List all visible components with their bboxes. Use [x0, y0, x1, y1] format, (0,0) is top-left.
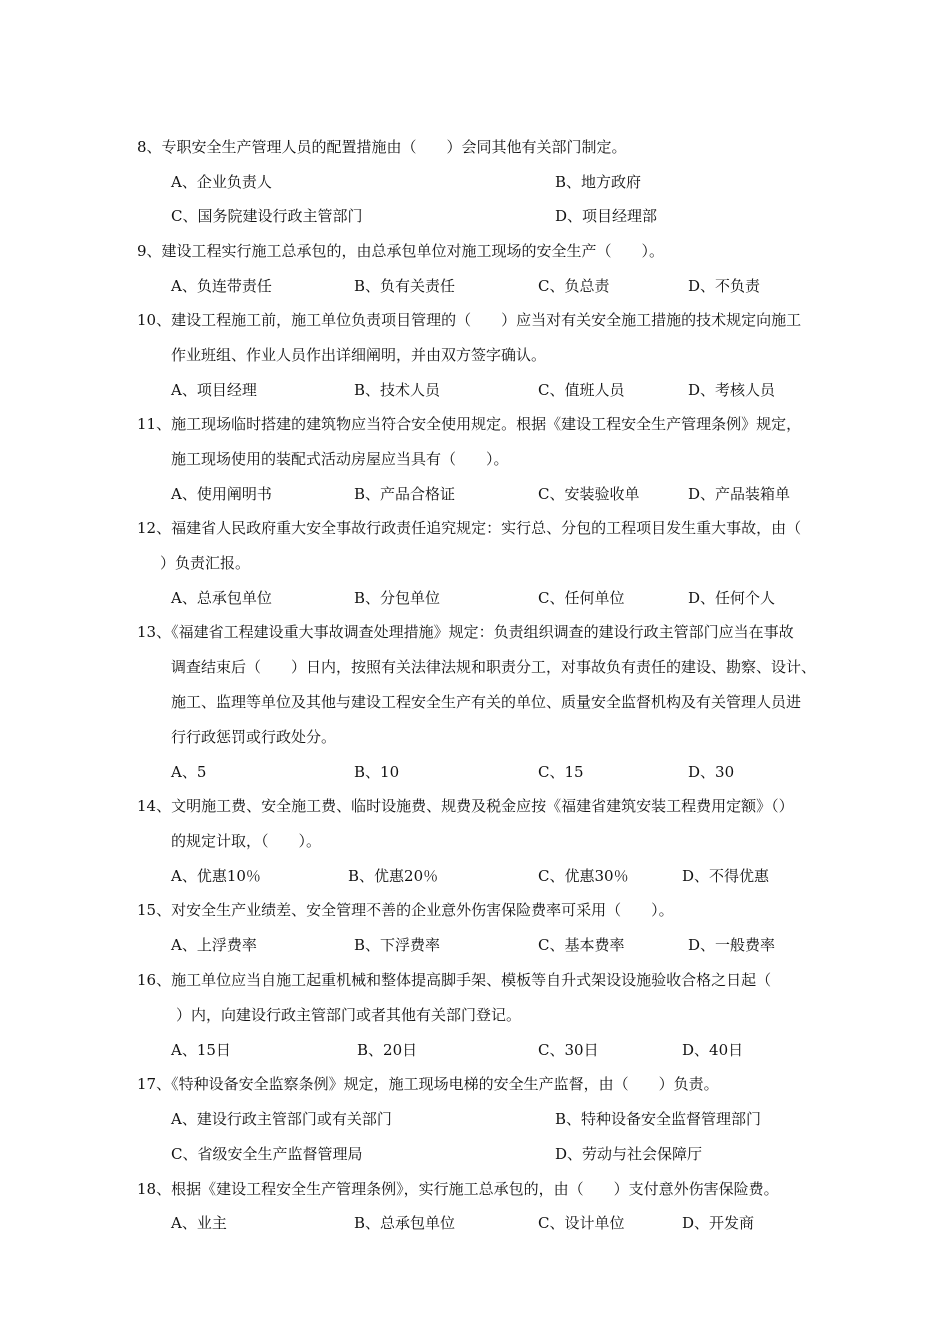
question-10-text-line-1: 10、建设工程施工前，施工单位负责项目管理的（ ）应当对有关安全施工措施的技术规定向施工 — [137, 311, 802, 329]
question-17-option-b: B、特种设备安全监督管理部门 — [555, 1110, 762, 1128]
question-15-option-d: D、一般费率 — [688, 936, 776, 954]
question-10-text-line-2: 作业班组、作业人员作出详细阐明，并由双方签字确认。 — [171, 346, 547, 364]
question-12-option-b: B、分包单位 — [354, 589, 441, 607]
question-12-text-line-1: 12、福建省人民政府重大安全事故行政责任追究规定：实行总、分包的工程项目发生重大事故，由（ — [137, 519, 802, 537]
question-16-option-a: A、15日 — [171, 1041, 231, 1059]
question-9-text: 9、建设工程实行施工总承包的，由总承包单位对施工现场的安全生产（ ）。 — [137, 242, 665, 260]
question-16-option-b: B、20日 — [357, 1041, 418, 1059]
question-8-option-d: D、项目经理部 — [555, 207, 658, 225]
question-18-text: 18、根据《建设工程安全生产管理条例》，实行施工总承包的，由（ ）支付意外伤害保险费。 — [137, 1180, 779, 1198]
question-14-text-line-1: 14、文明施工费、安全施工费、临时设施费、规费及税金应按《福建省建筑安装工程费用定额》（） — [137, 797, 794, 815]
question-11-text-line-2: 施工现场使用的装配式活动房屋应当具有（ ）。 — [171, 450, 509, 468]
question-13-option-b: B、10 — [354, 763, 400, 781]
question-15-option-b: B、下浮费率 — [354, 936, 441, 954]
question-14-option-d: D、不得优惠 — [682, 867, 770, 885]
question-12-option-a: A、总承包单位 — [171, 589, 272, 607]
question-8-option-b: B、地方政府 — [555, 173, 642, 191]
question-14-option-a: A、优惠10％ — [171, 867, 261, 885]
question-12-option-c: C、任何单位 — [538, 589, 625, 607]
question-11-text-line-1: 11、施工现场临时搭建的建筑物应当符合安全使用规定。根据《建设工程安全生产管理条例》规定， — [137, 415, 802, 433]
question-14-option-b: B、优惠20％ — [348, 867, 439, 885]
question-10-option-b: B、技术人员 — [354, 381, 441, 399]
question-17-option-c: C、省级安全生产监督管理局 — [171, 1145, 363, 1163]
question-14-text-line-2: 的规定计取，（ ）。 — [171, 832, 322, 850]
question-16-option-c: C、30日 — [538, 1041, 599, 1059]
question-13-option-a: A、5 — [171, 763, 207, 781]
question-9-option-d: D、不负责 — [688, 277, 761, 295]
question-11-option-a: A、使用阐明书 — [171, 485, 272, 503]
question-10-option-d: D、考核人员 — [688, 381, 776, 399]
question-16-text-line-2: ）内，向建设行政主管部门或者其他有关部门登记。 — [176, 1006, 522, 1024]
question-8-option-a: A、企业负责人 — [171, 173, 272, 191]
question-13-text-line-2: 调查结束后（ ）日内，按照有关法律法规和职责分工，对事故负有责任的建设、勘察、设计、 — [171, 658, 817, 676]
question-16-option-d: D、40日 — [682, 1041, 744, 1059]
question-8-option-c: C、国务院建设行政主管部门 — [171, 207, 363, 225]
question-18-option-d: D、开发商 — [682, 1214, 755, 1232]
question-17-text: 17、《特种设备安全监察条例》规定，施工现场电梯的安全生产监督，由（ ）负责。 — [137, 1075, 719, 1093]
question-13-text-line-3: 施工、监理等单位及其他与建设工程安全生产有关的单位、质量安全监督机构及有关管理人员进 — [171, 693, 802, 711]
question-11-option-c: C、安装验收单 — [538, 485, 640, 503]
question-18-option-b: B、总承包单位 — [354, 1214, 456, 1232]
question-14-option-c: C、优惠30％ — [538, 867, 629, 885]
question-11-option-d: D、产品装箱单 — [688, 485, 791, 503]
question-9-option-c: C、负总责 — [538, 277, 610, 295]
question-12-text-line-2: ）负责汇报。 — [160, 554, 251, 572]
question-18-option-a: A、业主 — [171, 1214, 227, 1232]
question-13-option-d: D、30 — [688, 763, 735, 781]
question-18-option-c: C、设计单位 — [538, 1214, 625, 1232]
question-11-option-b: B、产品合格证 — [354, 485, 456, 503]
question-13-text-line-4: 行行政惩罚或行政处分。 — [171, 728, 337, 746]
question-10-option-c: C、值班人员 — [538, 381, 625, 399]
question-15-option-c: C、基本费率 — [538, 936, 625, 954]
question-13-text-line-1: 13、《福建省工程建设重大事故调查处理措施》规定：负责组织调查的建设行政主管部门应当在事故 — [137, 623, 794, 641]
question-17-option-a: A、建设行政主管部门或有关部门 — [171, 1110, 392, 1128]
question-12-option-d: D、任何个人 — [688, 589, 776, 607]
question-15-text: 15、对安全生产业绩差、安全管理不善的企业意外伤害保险费率可采用（ ）。 — [137, 901, 674, 919]
question-16-text-line-1: 16、施工单位应当自施工起重机械和整体提高脚手架、模板等自升式架设设施验收合格之日起（ — [137, 971, 772, 989]
question-10-option-a: A、项目经理 — [171, 381, 257, 399]
question-9-option-a: A、负连带责任 — [171, 277, 272, 295]
question-9-option-b: B、负有关责任 — [354, 277, 456, 295]
question-8-text: 8、专职安全生产管理人员的配置措施由（ ）会同其他有关部门制定。 — [137, 138, 627, 156]
question-13-option-c: C、15 — [538, 763, 584, 781]
question-15-option-a: A、上浮费率 — [171, 936, 257, 954]
question-17-option-d: D、劳动与社会保障厅 — [555, 1145, 703, 1163]
